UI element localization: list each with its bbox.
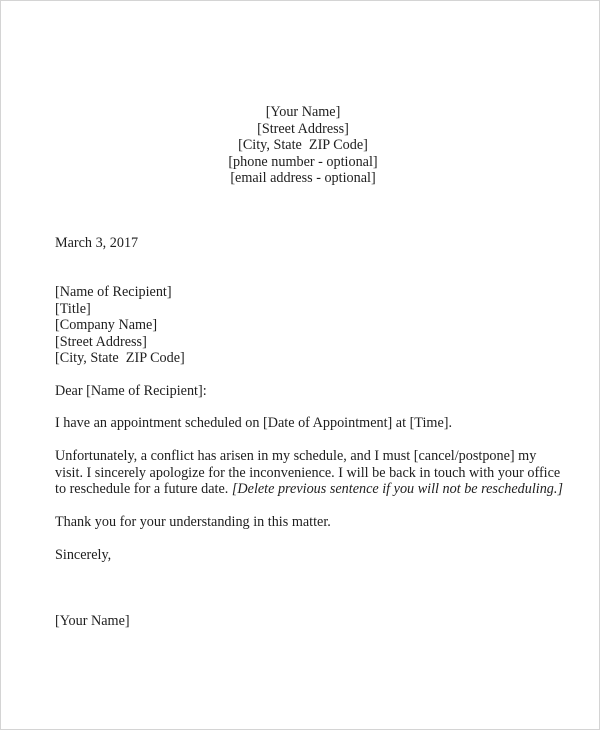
recipient-address-block bbox=[55, 284, 575, 367]
closing bbox=[55, 547, 575, 564]
recipient-city-state-zip: [City, State ZIP Code] bbox=[55, 350, 185, 367]
recipient-title: [Title] bbox=[55, 300, 91, 317]
recipient-company: [Company Name] bbox=[55, 317, 158, 334]
sender-name: [Your Name] bbox=[265, 104, 341, 120]
body-paragraph-2 bbox=[55, 448, 575, 498]
salutation bbox=[55, 383, 575, 400]
sender-address-block bbox=[1, 104, 600, 187]
body-paragraph-3 bbox=[55, 514, 575, 531]
recipient-name: [Name of Recipient] bbox=[55, 284, 172, 300]
date-text: March 3, 2017 bbox=[55, 235, 139, 251]
signature bbox=[55, 613, 575, 630]
closing-text: Sincerely, bbox=[55, 547, 112, 563]
paragraph-2-line-1: Unfortunately, a conflict has arisen in my schedule, and I must [cancel/postpone] my bbox=[55, 448, 537, 464]
sender-phone: [phone number - optional] bbox=[228, 153, 378, 170]
paragraph-3-text: Thank you for your understanding in this matter. bbox=[55, 514, 331, 530]
paragraph-2-line-3-regular: to reschedule for a future date. bbox=[55, 481, 232, 498]
paragraph-1-text: I have an appointment scheduled on [Date of Appointment] at [Time]. bbox=[55, 415, 453, 431]
recipient-street: [Street Address] bbox=[55, 333, 147, 350]
paragraph-2-line-2: visit. I sincerely apologize for the inconvenience. I will be back in touch with your office bbox=[55, 464, 561, 481]
sender-email: [email address - optional] bbox=[230, 170, 376, 187]
paragraph-2-line-3 bbox=[55, 481, 575, 498]
sender-street: [Street Address] bbox=[257, 120, 349, 137]
signature-name: [Your Name] bbox=[55, 613, 130, 629]
sender-city-state-zip: [City, State ZIP Code] bbox=[238, 137, 368, 154]
salutation-text: Dear [Name of Recipient]: bbox=[55, 383, 207, 399]
editor-note-italic: [Delete previous sentence if you will not be rescheduling.] bbox=[231, 481, 563, 498]
letter-date bbox=[55, 235, 575, 252]
body-paragraph-1 bbox=[55, 415, 575, 432]
